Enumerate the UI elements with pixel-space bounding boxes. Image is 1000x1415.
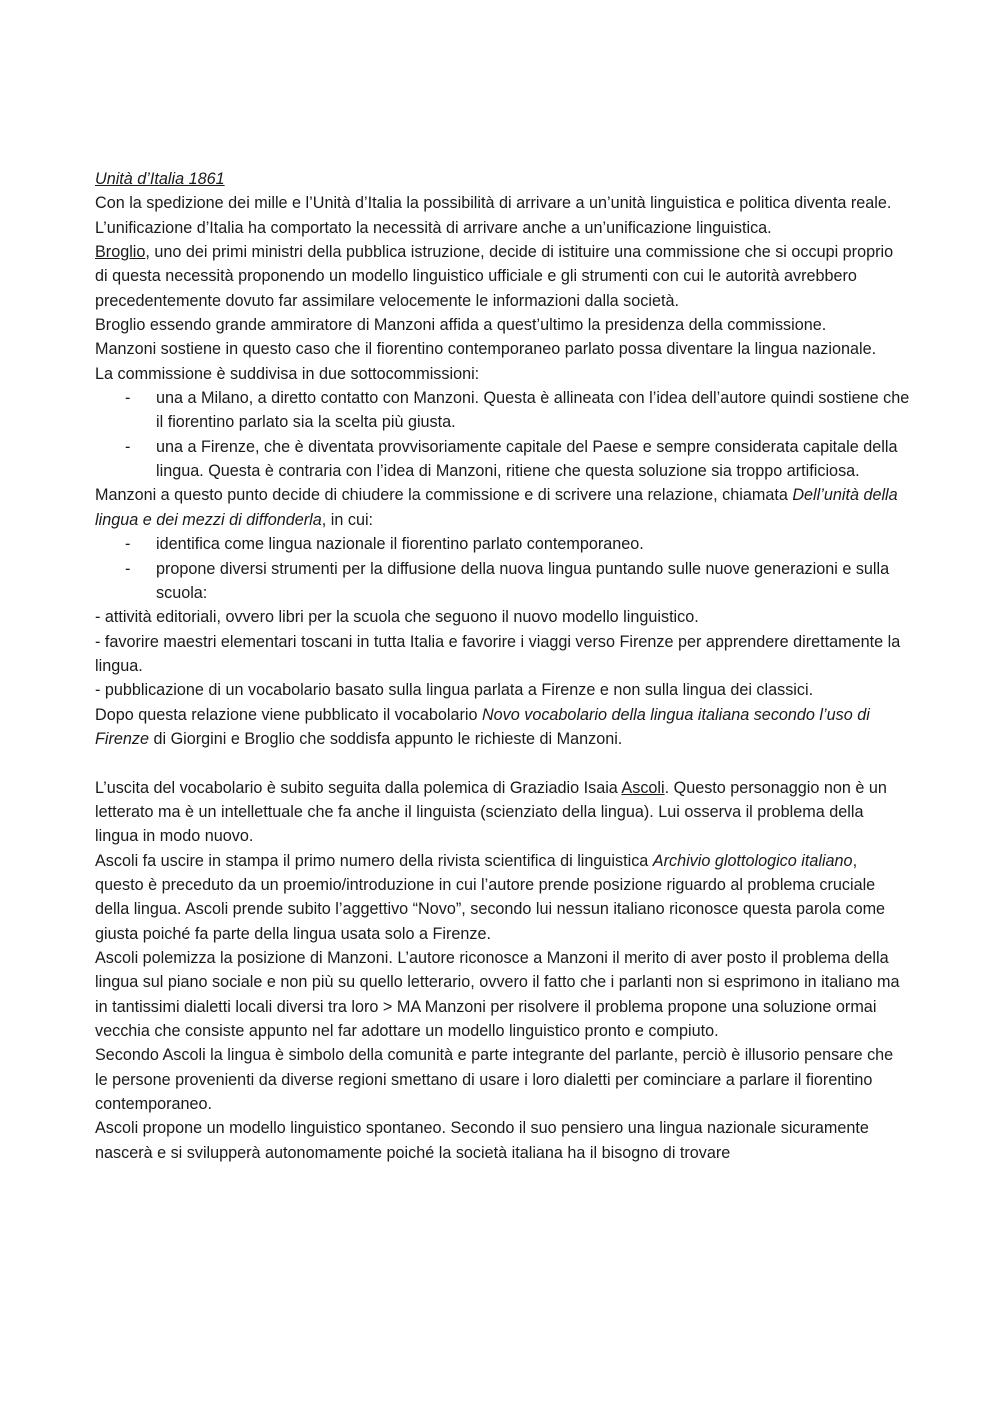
paragraph-manzoni-sostiene: Manzoni sostiene in questo caso che il fiorentino contemporaneo parlato possa diventare la lingua nazionale. — [95, 340, 877, 359]
sub-item: - pubblicazione di un vocabolario basato sulla lingua parlata a Firenze e non sulla lingua dei classici. — [95, 681, 814, 700]
relazione-list — [95, 532, 910, 605]
section-heading: Unità d’Italia 1861 — [95, 170, 225, 188]
paragraph-ascoli-polemica: L’uscita del vocabolario è subito seguita dalla polemica di Graziadio Isaia Ascoli. Questo personaggio non è un letterato ma è un intellettuale che fa anche il linguista (scienziato della lingua). Lui osserva il problema della lingua in modo nuovo. — [95, 778, 887, 846]
paragraph-commissione: La commissione è suddivisa in due sottocommissioni: — [95, 364, 480, 383]
paragraph-relazione: Manzoni a questo punto decide di chiudere la commissione e di scrivere una relazione, chiamata Dell’unità della lingua e dei mezzi di diffonderla, in cui: — [95, 486, 898, 529]
document-page — [95, 167, 910, 1165]
paragraph-vocabolario: Dopo questa relazione viene pubblicato il vocabolario Novo vocabolario della lingua italiana secondo l’uso di Firenze di Giorgini e Broglio che soddisfa appunto le richieste di Manzoni. — [95, 705, 870, 748]
paragraph-polemizza: Ascoli polemizza la posizione di Manzoni. L’autore riconosce a Manzoni il merito di aver posto il problema della lingua sul piano sociale e non più su quello letterario, ovvero il fatto che i parlanti non si esprimono in italiano ma in tantissimi dialetti locali diversi tra loro > MA Manzoni per risolvere il problema propone una soluzione ormai vecchia che consiste appunto nel far adottare un modello linguistico pronto e compiuto. — [95, 949, 900, 1041]
work-title: Novo vocabolario della lingua italiana secondo l’uso di Firenze — [95, 705, 870, 748]
sub-item: - favorire maestri elementari toscani in tutta Italia e favorire i viaggi verso Firenze per apprendere direttamente la lingua. — [95, 632, 901, 675]
work-title: Dell’unità della lingua e dei mezzi di diffonderla — [95, 486, 898, 529]
list-item: - propone diversi strumenti per la diffusione della nuova lingua puntando sulle nuove generazioni e sulla scuola: — [95, 557, 910, 606]
paragraph-ammiratore: Broglio essendo grande ammiratore di Manzoni affida a quest’ultimo la presidenza della commissione. — [95, 316, 827, 335]
paragraph-simbolo: Secondo Ascoli la lingua è simbolo della comunità e parte integrante del parlante, perciò è illusorio pensare che le persone provenienti da diverse regioni smettano di usare i loro dialetti per cominciare a parlare il fiorentino contemporaneo. — [95, 1046, 894, 1114]
name-broglio: Broglio — [95, 243, 146, 262]
sub-item: - attività editoriali, ovvero libri per la scuola che seguono il nuovo modello linguistico. — [95, 608, 699, 627]
work-title: Archivio glottologico italiano — [652, 851, 853, 870]
paragraph-archivio: Ascoli fa uscire in stampa il primo numero della rivista scientifica di linguistica Archivio glottologico italiano, questo è preceduto da un proemio/introduzione in cui l’autore prende posizione riguardo al problema cruciale della lingua. Ascoli prende subito l’aggettivo “Novo”, secondo lui nessun italiano riconosce questa parola come giusta poiché fa parte della lingua usata solo a Firenze. — [95, 851, 886, 943]
name-ascoli: Ascoli — [621, 778, 665, 797]
paragraph-spontaneo: Ascoli propone un modello linguistico spontaneo. Secondo il suo pensiero una lingua nazionale sicuramente nascerà e si svilupperà autonomamente poiché la società italiana ha il bisogno di trovare — [95, 1119, 869, 1162]
paragraph-unificazione: L’unificazione d’Italia ha comportato la necessità di arrivare anche a un’unificazione linguistica. — [95, 218, 772, 237]
list-item: - una a Milano, a diretto contatto con Manzoni. Questa è allineata con l’idea dell’autore quindi sostiene che il fiorentino parlato sia la scelta più giusta. — [95, 386, 910, 435]
blank-line — [95, 751, 910, 775]
list-item: - identifica come lingua nazionale il fiorentino parlato contemporaneo. — [95, 532, 910, 556]
list-item: - una a Firenze, che è diventata provvisoriamente capitale del Paese e sempre considerata capitale della lingua. Questa è contraria con l’idea di Manzoni, ritiene che questa soluzione sia troppo artificiosa. — [95, 435, 910, 484]
subcommission-list — [95, 386, 910, 483]
paragraph-broglio: Broglio, uno dei primi ministri della pubblica istruzione, decide di istituire una commissione che si occupi proprio di questa necessità proponendo un modello linguistico ufficiale e gli strumenti con cui le autorità avrebbero precedentemente dovuto far assimilare velocemente le informazioni dalla società. — [95, 243, 894, 310]
paragraph-spedizione: Con la spedizione dei mille e l’Unità d’Italia la possibilità di arrivare a un’unità linguistica e politica diventa reale. — [95, 194, 892, 213]
